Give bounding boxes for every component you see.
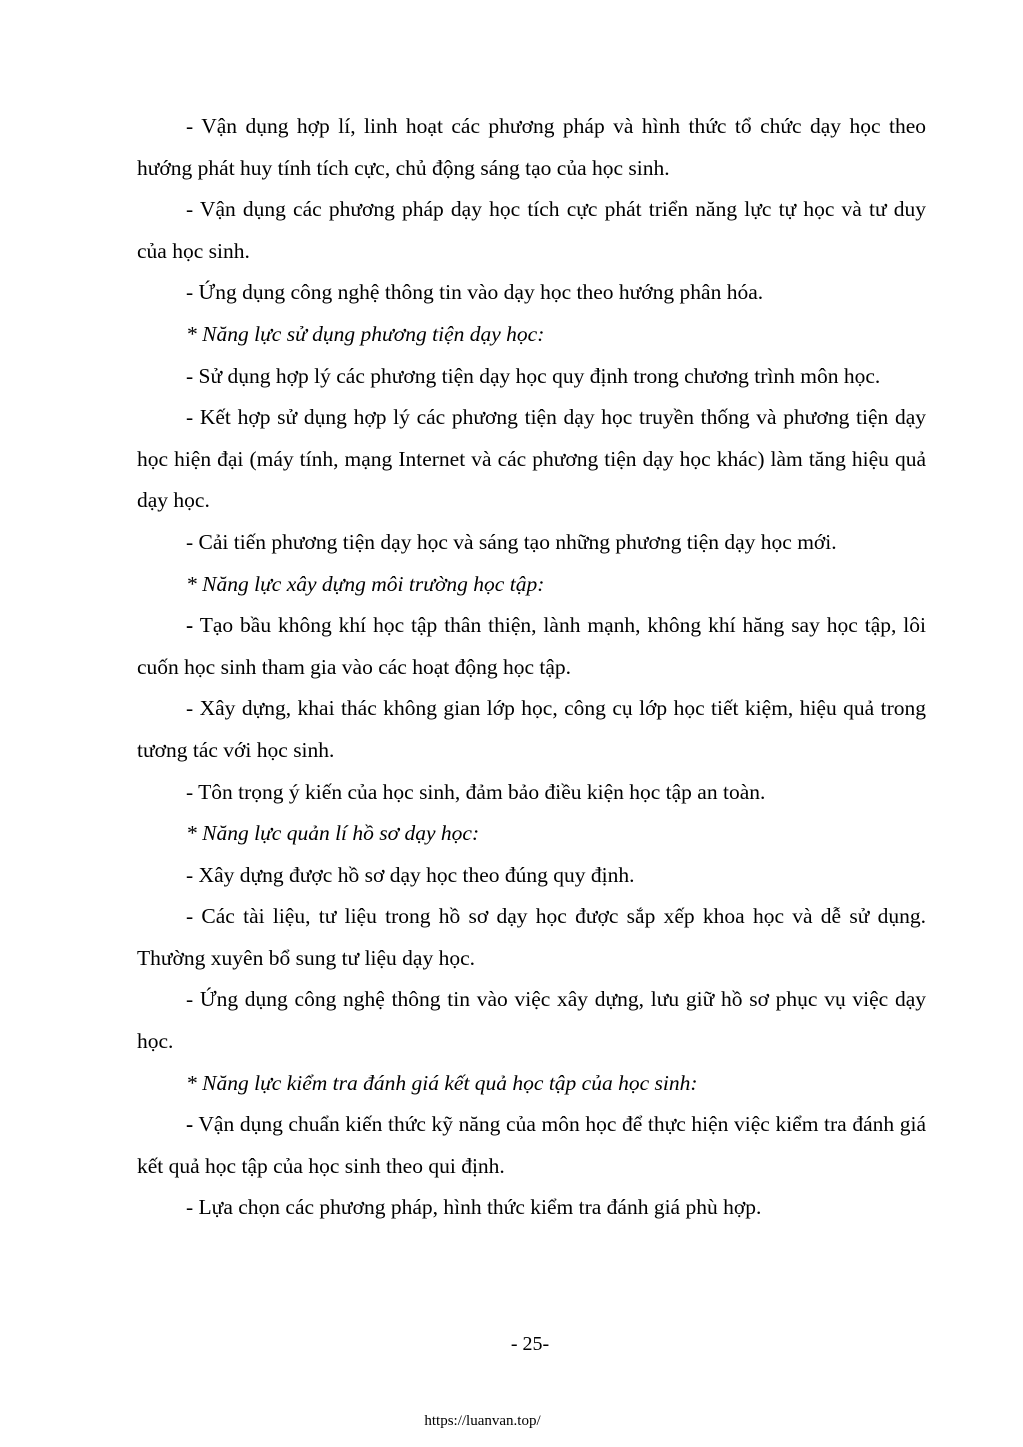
section-heading — [137, 314, 926, 356]
paragraph-text: Sử dụng hợp lý các phương tiện dạy học quy định trong chương trình môn học. — [193, 363, 881, 388]
paragraph-text: Vận dụng chuẩn kiến thức kỹ năng của môn học để thực hiện việc kiểm tra đánh giá kết quả học tập của học sinh theo qui định. — [137, 1112, 926, 1178]
paragraph-text: Kết hợp sử dụng hợp lý các phương tiện dạy học truyền thống và phương tiện dạy học hiện đại (máy tính, mạng Internet và các phương tiện dạy học khác) làm tăng hiệu quả dạy học. — [137, 405, 926, 513]
paragraph-text: Xây dựng được hồ sơ dạy học theo đúng quy định. — [193, 862, 635, 887]
bullet-dash: - — [186, 862, 194, 887]
bullet-paragraph — [137, 896, 926, 979]
bullet-paragraph — [137, 688, 926, 771]
paragraph-text: Các tài liệu, tư liệu trong hồ sơ dạy học được sắp xếp khoa học và dễ sử dụng. Thường xuyên bổ sung tư liệu dạy học. — [137, 904, 926, 970]
heading-text: * Năng lực kiểm tra đánh giá kết quả học tập của học sinh: — [186, 1070, 698, 1095]
bullet-paragraph — [137, 855, 926, 897]
bullet-paragraph — [137, 605, 926, 688]
paragraph-text: Lựa chọn các phương pháp, hình thức kiểm tra đánh giá phù hợp. — [193, 1195, 762, 1220]
section-heading — [137, 1063, 926, 1105]
section-heading — [137, 813, 926, 855]
document-body — [137, 106, 926, 1229]
paragraph-text: Ứng dụng công nghệ thông tin vào dạy học theo hướng phân hóa. — [193, 280, 764, 305]
bullet-paragraph — [137, 356, 926, 398]
heading-text: * Năng lực quản lí hồ sơ dạy học: — [186, 821, 480, 846]
heading-text: * Năng lực sử dụng phương tiện dạy học: — [186, 321, 545, 346]
paragraph-text: Xây dựng, khai thác không gian lớp học, công cụ lớp học tiết kiệm, hiệu quả trong tương tác với học sinh. — [137, 696, 926, 762]
bullet-paragraph — [137, 106, 926, 189]
bullet-paragraph — [137, 1104, 926, 1187]
bullet-paragraph — [137, 1187, 926, 1229]
bullet-paragraph — [137, 189, 926, 272]
paragraph-text: Tạo bầu không khí học tập thân thiện, lành mạnh, không khí hăng say học tập, lôi cuốn học sinh tham gia vào các hoạt động học tập. — [137, 613, 926, 679]
section-heading — [137, 564, 926, 606]
bullet-dash: - — [186, 114, 194, 138]
bullet-dash: - — [186, 363, 194, 388]
paragraph-text: Tôn trọng ý kiến của học sinh, đảm bảo điều kiện học tập an toàn. — [193, 779, 766, 804]
bullet-dash: - — [186, 405, 194, 430]
paragraph-text: Ứng dụng công nghệ thông tin vào việc xây dựng, lưu giữ hồ sơ phục vụ việc dạy học. — [137, 987, 926, 1054]
bullet-paragraph — [137, 397, 926, 522]
bullet-dash: - — [186, 613, 194, 638]
bullet-dash: - — [186, 904, 194, 929]
paragraph-text: Vận dụng các phương pháp dạy học tích cực phát triển năng lực tự học và tư duy của học sinh. — [137, 197, 926, 263]
bullet-dash: - — [186, 280, 194, 305]
bullet-dash: - — [186, 696, 194, 721]
paragraph-text: Vận dụng hợp lí, linh hoạt các phương pháp và hình thức tổ chức dạy học theo hướng phát huy tính tích cực, chủ động sáng tạo của học sinh. — [137, 114, 926, 180]
bullet-dash: - — [186, 1112, 194, 1137]
bullet-paragraph — [137, 272, 926, 314]
heading-text: * Năng lực xây dựng môi trường học tập: — [186, 571, 545, 596]
bullet-dash: - — [186, 1195, 194, 1220]
footer-url: https://luanvan.top/ — [424, 1413, 541, 1429]
paragraph-text: Cải tiến phương tiện dạy học và sáng tạo những phương tiện dạy học mới. — [193, 529, 837, 554]
bullet-dash: - — [186, 529, 194, 554]
page-number: - 25- — [510, 1333, 550, 1355]
bullet-dash: - — [186, 987, 194, 1012]
bullet-paragraph — [137, 979, 926, 1062]
bullet-dash: - — [186, 197, 194, 222]
bullet-dash: - — [186, 779, 194, 804]
bullet-paragraph — [137, 772, 926, 814]
bullet-paragraph — [137, 522, 926, 564]
